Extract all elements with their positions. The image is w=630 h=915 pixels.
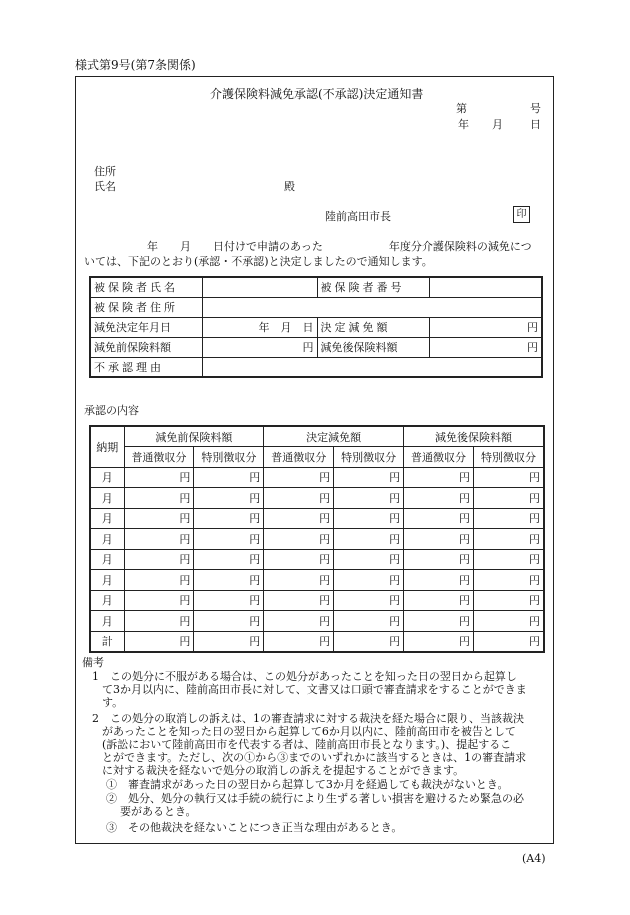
value-insured-name [202,277,317,297]
amount-cell: 円 [124,467,194,488]
amount-cell: 円 [334,570,404,591]
table-row [90,611,544,632]
issuer-name: 陸前高田市長 [325,210,391,223]
seal-mark: 印 [513,206,530,223]
amount-cell: 円 [264,467,334,488]
label-insured-number: 被保険者番号 [317,277,429,297]
label-decided-amount: 決定減免額 [317,317,429,337]
table-row [90,508,544,529]
amount-cell: 円 [404,529,474,550]
row-label-month: 月 [90,529,124,550]
amount-cell: 円 [264,529,334,550]
amount-cell: 円 [404,508,474,529]
amount-cell: 円 [264,570,334,591]
doc-no-go: 号 [530,102,541,115]
value-before-premium: 円 [202,337,317,357]
amount-cell: 円 [473,467,544,488]
row-label-month: 月 [90,570,124,591]
amount-cell: 円 [264,508,334,529]
approval-heading: 承認の内容 [84,404,139,417]
value-decision-date: 年 月 日 [202,317,317,337]
name-label: 氏名 [94,180,116,193]
label-before-premium: 減免前保険料額 [90,337,202,357]
amount-cell: 円 [334,467,404,488]
date-month: 月 [492,118,503,131]
remark-2-line-2: があったことを知った日の翌日から起算して6か月以内に、陸前高田市を被告として [102,725,516,738]
amount-cell: 円 [404,631,474,652]
amount-cell: 円 [194,529,264,550]
remark-2-case-2: ② 処分、処分の執行又は手続の続行により生ずる著しい損害を避けるため緊急の必 [106,792,524,805]
date-day: 日 [530,118,541,131]
table-row [90,529,544,550]
header-group-before: 減免前保険料額 [124,426,264,447]
header-period: 納期 [90,426,124,467]
amount-cell: 円 [473,549,544,570]
amount-cell: 円 [473,570,544,591]
label-insured-address: 被保険者住所 [90,297,202,317]
total-row [90,631,544,652]
amount-cell: 円 [124,508,194,529]
amount-cell: 円 [404,488,474,509]
amount-cell: 円 [124,611,194,632]
value-insured-number [429,277,542,297]
amount-cell: 円 [473,508,544,529]
amount-cell: 円 [124,570,194,591]
amount-cell: 円 [124,590,194,611]
amount-cell: 円 [124,529,194,550]
amount-cell: 円 [334,529,404,550]
label-reject-reason: 不承認理由 [90,357,202,377]
amount-cell: 円 [264,631,334,652]
remark-2-line-5: に対する裁決を経ないで処分の取消しの訴えを提起することができます。 [102,764,465,777]
row-label-month: 月 [90,590,124,611]
amount-cell: 円 [334,590,404,611]
remark-1-line-3: す。 [102,696,124,709]
header-group-decided: 決定減免額 [264,426,404,447]
address-label: 住所 [94,165,116,178]
table-row [90,488,544,509]
amount-cell: 円 [334,508,404,529]
amount-cell: 円 [194,508,264,529]
doc-no-dai: 第 [456,102,467,115]
amount-cell: 円 [473,631,544,652]
amount-cell: 円 [473,488,544,509]
row-label-month: 月 [90,549,124,570]
amount-cell: 円 [334,631,404,652]
remark-2-case-3: ③ その他裁決を経ないことにつき正当な理由があるとき。 [106,821,403,834]
amount-cell: 円 [194,570,264,591]
amount-cell: 円 [264,488,334,509]
row-label-month: 月 [90,467,124,488]
amount-cell: 円 [473,590,544,611]
amount-cell: 円 [194,611,264,632]
table-row [90,549,544,570]
intro-line-1: 年 月 日付けで申請のあった 年度分介護保険料の減免につ [147,240,532,253]
date-year: 年 [458,118,469,131]
value-reject-reason [202,357,542,377]
table-row [90,467,544,488]
remark-2-case-1: ① 審査請求があった日の翌日から起算して3か月を経過しても裁決がないとき。 [106,778,509,791]
row-label-month: 月 [90,488,124,509]
amount-cell: 円 [264,549,334,570]
amount-cell: 円 [473,529,544,550]
label-insured-name: 被保険者氏名 [90,277,202,297]
subheader-special: 特別徴収分 [473,447,544,468]
info-table [89,276,543,378]
value-after-premium: 円 [429,337,542,357]
amount-cell: 円 [334,611,404,632]
amount-cell: 円 [194,488,264,509]
approval-table [89,425,545,653]
amount-cell: 円 [124,549,194,570]
table-row [90,570,544,591]
amount-cell: 円 [404,590,474,611]
remark-2-line-4: とができます。ただし、次の①から③までのいずれかに該当するときは、1の審査請求 [102,751,527,764]
amount-cell: 円 [404,467,474,488]
remark-2-case-2-cont: 要があるとき。 [120,805,197,818]
month-rows [90,467,544,652]
header-group-after: 減免後保険料額 [404,426,544,447]
subheader-special: 特別徴収分 [194,447,264,468]
paper-size: (A4) [522,852,546,865]
form-number: 様式第9号(第7条関係) [75,58,196,72]
amount-cell: 円 [334,549,404,570]
label-decision-date: 減免決定年月日 [90,317,202,337]
remark-1-line-2: て3か月以内に、陸前高田市長に対して、文書又は口頭で審査請求をすることができま [102,683,527,696]
document-title: 介護保険料減免承認(不承認)決定通知書 [210,87,424,101]
subheader-special: 特別徴収分 [334,447,404,468]
amount-cell: 円 [334,488,404,509]
amount-cell: 円 [194,549,264,570]
row-label-total: 計 [90,631,124,652]
amount-cell: 円 [194,631,264,652]
amount-cell: 円 [404,611,474,632]
value-insured-address [202,297,542,317]
table-row [90,590,544,611]
label-after-premium: 減免後保険料額 [317,337,429,357]
remarks-heading: 備考 [82,656,104,669]
subheader-normal: 普通徴収分 [264,447,334,468]
amount-cell: 円 [124,488,194,509]
amount-cell: 円 [264,611,334,632]
row-label-month: 月 [90,508,124,529]
amount-cell: 円 [404,549,474,570]
amount-cell: 円 [473,611,544,632]
subheader-normal: 普通徴収分 [124,447,194,468]
row-label-month: 月 [90,611,124,632]
amount-cell: 円 [194,467,264,488]
amount-cell: 円 [124,631,194,652]
intro-line-2: いては、下記のとおり(承認・不承認)と決定しましたので通知します。 [84,255,433,268]
remark-2-line-3: (訴訟において陸前高田市を代表する者は、陸前高田市長となります。)、提起するこ [102,738,512,751]
amount-cell: 円 [264,590,334,611]
value-decided-amount: 円 [429,317,542,337]
amount-cell: 円 [404,570,474,591]
dono-honorific: 殿 [284,180,295,193]
remark-2-line-1: 2 この処分の取消しの訴えは、1の審査請求に対する裁決を経た場合に限り、当該裁決 [92,712,524,725]
amount-cell: 円 [194,590,264,611]
remark-1-line-1: 1 この処分に不服がある場合は、この処分があったことを知った日の翌日から起算し [92,670,517,683]
subheader-normal: 普通徴収分 [404,447,474,468]
